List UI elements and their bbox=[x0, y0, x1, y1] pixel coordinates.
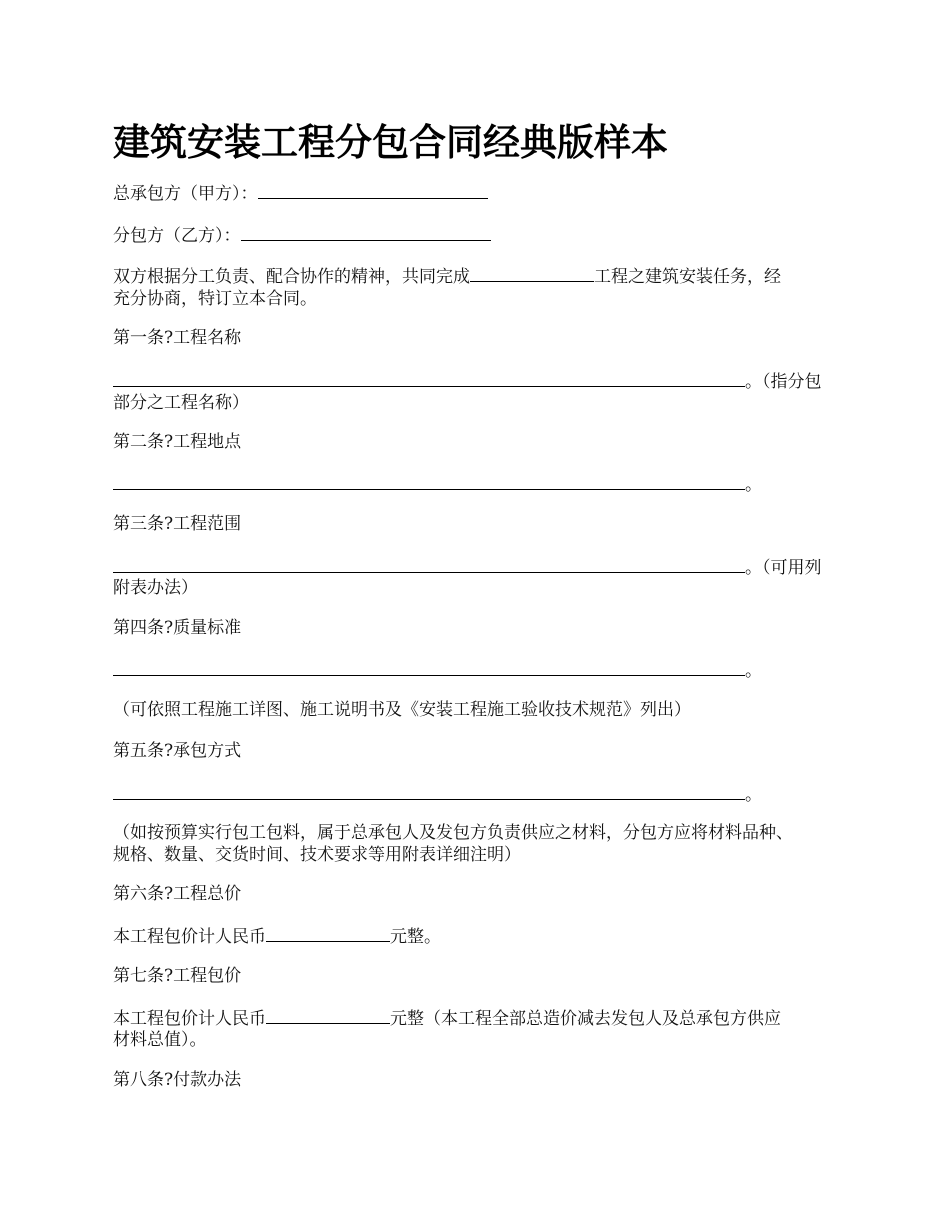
document-title: 建筑安装工程分包合同经典版样本 bbox=[113, 121, 668, 164]
party-b-line bbox=[113, 224, 491, 247]
article-5-line bbox=[113, 782, 762, 806]
article-2-tail: 。 bbox=[745, 475, 762, 495]
article-7-title: 第七条?工程包价 bbox=[113, 966, 242, 986]
article-2-title: 第二条?工程地点 bbox=[113, 432, 242, 452]
party-a-label: 总承包方（甲方）： bbox=[113, 184, 258, 204]
article-7-amount-blank[interactable] bbox=[266, 1007, 390, 1024]
intro-before: 双方根据分工负责、配合协作的精神，共同完成 bbox=[113, 267, 470, 287]
party-a-line bbox=[113, 182, 488, 205]
article-1-title: 第一条?工程名称 bbox=[113, 328, 242, 348]
article-5-note-2: 规格、数量、交货时间、技术要求等用附表详细注明） bbox=[113, 845, 521, 865]
article-6-title: 第六条?工程总价 bbox=[113, 884, 242, 904]
article-3-tail-2: 附表办法） bbox=[113, 578, 198, 598]
article-3-line bbox=[113, 555, 822, 579]
article-3-tail: 。（可用列 bbox=[745, 558, 822, 578]
article-4-tail: 。 bbox=[745, 661, 762, 681]
party-a-blank[interactable] bbox=[258, 182, 488, 199]
article-2-blank[interactable] bbox=[113, 472, 745, 490]
article-7-line-2: 材料总值）。 bbox=[113, 1030, 207, 1050]
party-b-blank[interactable] bbox=[241, 224, 491, 241]
project-name-blank[interactable] bbox=[470, 265, 594, 282]
intro-line-2: 充分协商，特订立本合同。 bbox=[113, 289, 317, 309]
article-1-tail-2: 部分之工程名称） bbox=[113, 393, 249, 413]
article-5-blank[interactable] bbox=[113, 782, 745, 800]
article-8-title: 第八条?付款办法 bbox=[113, 1070, 242, 1090]
intro-after: 工程之建筑安装任务，经 bbox=[594, 267, 781, 287]
article-6-after: 元整。 bbox=[390, 927, 441, 947]
article-4-title: 第四条?质量标准 bbox=[113, 618, 242, 638]
party-b-label: 分包方（乙方）： bbox=[113, 226, 241, 246]
article-2-line bbox=[113, 472, 762, 496]
article-7-before: 本工程包价计人民币 bbox=[113, 1009, 266, 1029]
article-7-line bbox=[113, 1007, 781, 1030]
article-5-tail: 。 bbox=[745, 785, 762, 805]
article-1-blank[interactable] bbox=[113, 369, 745, 387]
article-3-blank[interactable] bbox=[113, 555, 745, 573]
article-4-note: （可依照工程施工详图、施工说明书及《安装工程施工验收技术规范》列出） bbox=[113, 700, 691, 720]
article-4-line bbox=[113, 658, 762, 682]
article-7-after: 元整（本工程全部总造价减去发包人及总承包方供应 bbox=[390, 1009, 781, 1029]
article-1-line bbox=[113, 369, 822, 393]
intro-line-1 bbox=[113, 265, 781, 288]
article-3-title: 第三条?工程范围 bbox=[113, 514, 242, 534]
article-5-title: 第五条?承包方式 bbox=[113, 741, 242, 761]
article-1-tail: 。（指分包 bbox=[745, 372, 822, 392]
article-4-blank[interactable] bbox=[113, 658, 745, 676]
article-5-note-1: （如按预算实行包工包料，属于总承包人及发包方负责供应之材料，分包方应将材料品种、 bbox=[113, 823, 793, 843]
article-6-amount-blank[interactable] bbox=[266, 925, 390, 942]
article-6-line bbox=[113, 925, 441, 948]
article-6-before: 本工程包价计人民币 bbox=[113, 927, 266, 947]
